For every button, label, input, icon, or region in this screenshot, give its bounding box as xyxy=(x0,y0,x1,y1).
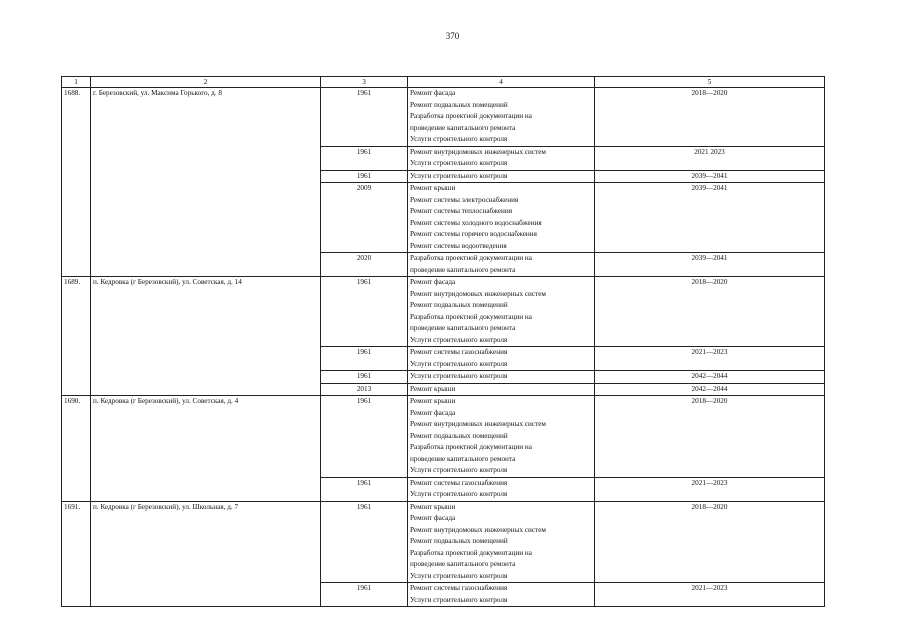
year-cell: 1961 xyxy=(321,371,408,384)
address-cell: п. Кедровка (г Березовский), ул. Школьная, д. 7 xyxy=(91,501,321,607)
works-cell xyxy=(408,383,595,396)
period-cell: 2042—2044 xyxy=(595,371,825,384)
year-cell: 1961 xyxy=(321,477,408,501)
work-item: проведение капитального ремонта xyxy=(410,324,516,332)
period-cell: 2021—2023 xyxy=(595,583,825,607)
work-item: Разработка проектной документации на xyxy=(410,112,532,120)
works-cell xyxy=(408,477,595,501)
work-item: Ремонт системы газоснабжения xyxy=(410,478,508,487)
year-cell: 1961 xyxy=(321,277,408,347)
work-item: Ремонт системы газоснабжения xyxy=(410,584,508,592)
table-row xyxy=(62,501,825,583)
year-cell: 2009 xyxy=(321,183,408,253)
year-cell: 2020 xyxy=(321,253,408,277)
period-cell: 2018—2020 xyxy=(595,501,825,583)
work-item: Разработка проектной документации на xyxy=(410,548,532,557)
work-item: Услуги строительного контроля xyxy=(410,490,508,498)
column-header: 2 xyxy=(91,77,321,88)
address-cell: г. Березовский, ул. Максима Горького, д. 8 xyxy=(91,88,321,277)
period-cell: 2018—2020 xyxy=(595,88,825,147)
year-cell: 1961 xyxy=(321,347,408,371)
period-cell: 2021 2023 xyxy=(595,146,825,170)
works-cell xyxy=(408,277,595,347)
work-item: Ремонт подвальных помещений xyxy=(410,537,508,545)
table-row xyxy=(62,88,825,147)
period-cell: 2039—2041 xyxy=(595,170,825,183)
work-item: Разработка проектной документации на xyxy=(410,443,532,451)
work-item: Услуги строительного контроля xyxy=(410,372,508,380)
work-item: Услуги строительного контроля xyxy=(410,159,508,167)
work-item: Ремонт крыши xyxy=(410,384,456,393)
work-item: Ремонт системы электроснабжения xyxy=(410,195,519,204)
works-cell xyxy=(408,253,595,277)
works-cell xyxy=(408,501,595,583)
table-row xyxy=(62,396,825,478)
work-item: Услуги строительного контроля xyxy=(410,595,508,604)
works-cell xyxy=(408,146,595,170)
works-cell xyxy=(408,396,595,478)
period-cell: 2018—2020 xyxy=(595,396,825,478)
year-cell: 1961 xyxy=(321,583,408,607)
works-cell xyxy=(408,583,595,607)
work-item: Услуги строительного контроля xyxy=(410,571,508,580)
capital-repair-table xyxy=(61,76,825,607)
entry-number-cell: 1689. xyxy=(62,277,91,396)
work-item: Ремонт системы водоотведения xyxy=(410,241,507,250)
table-row xyxy=(62,277,825,347)
period-cell: 2039—2041 xyxy=(595,183,825,253)
work-item: Разработка проектной документации на xyxy=(410,312,532,321)
work-item: Ремонт системы холодного водоснабжения xyxy=(410,218,542,227)
work-item: Ремонт крыши xyxy=(410,502,456,511)
work-item: Ремонт системы теплоснабжения xyxy=(410,207,513,215)
period-cell: 2018—2020 xyxy=(595,277,825,347)
year-cell: 2013 xyxy=(321,383,408,396)
entry-number-cell: 1690. xyxy=(62,396,91,502)
work-item: проведение капитального ремонта xyxy=(410,454,516,463)
work-item: Ремонт фасада xyxy=(410,89,456,97)
column-header: 3 xyxy=(321,77,408,88)
period-cell: 2021—2023 xyxy=(595,477,825,501)
work-item: Услуги строительного контроля xyxy=(410,335,508,344)
column-number-row xyxy=(62,77,825,88)
work-item: Услуги строительного контроля xyxy=(410,359,508,368)
work-item: Ремонт подвальных помещений xyxy=(410,301,508,309)
works-cell xyxy=(408,371,595,384)
entry-number-cell: 1691. xyxy=(62,501,91,607)
work-item: Ремонт крыши xyxy=(410,397,456,405)
work-item: Ремонт внутридомовых инженерных систем xyxy=(410,289,546,298)
work-item: Услуги строительного контроля xyxy=(410,135,508,143)
work-item: Ремонт фасада xyxy=(410,408,456,417)
table-body xyxy=(62,88,825,607)
work-item: Ремонт крыши xyxy=(410,184,456,192)
address-cell: п. Кедровка (г Березовский), ул. Советская, д. 4 xyxy=(91,396,321,502)
column-header: 1 xyxy=(62,77,91,88)
work-item: Ремонт подвальных помещений xyxy=(410,100,508,109)
work-item: проведение капитального ремонта xyxy=(410,265,516,274)
period-cell: 2039—2041 xyxy=(595,253,825,277)
page-number: 370 xyxy=(445,31,460,41)
year-cell: 1961 xyxy=(321,170,408,183)
work-item: Ремонт системы горячего водоснабжения xyxy=(410,230,537,238)
year-cell: 1961 xyxy=(321,146,408,170)
column-header: 5 xyxy=(595,77,825,88)
year-cell: 1961 xyxy=(321,88,408,147)
work-item: Ремонт фасада xyxy=(410,278,456,286)
entry-number-cell: 1688. xyxy=(62,88,91,277)
work-item: Ремонт подвальных помещений xyxy=(410,431,508,440)
works-cell xyxy=(408,170,595,183)
year-cell: 1961 xyxy=(321,501,408,583)
works-cell xyxy=(408,347,595,371)
period-cell: 2021—2023 xyxy=(595,347,825,371)
work-item: проведение капитального ремонта xyxy=(410,560,516,568)
work-item: Ремонт внутридомовых инженерных систем xyxy=(410,420,546,428)
work-item: Ремонт системы газоснабжения xyxy=(410,348,508,356)
work-item: Услуги строительного контроля xyxy=(410,466,508,474)
address-cell: п. Кедровка (г Березовский), ул. Советская, д. 14 xyxy=(91,277,321,396)
work-item: Ремонт внутридомовых инженерных систем xyxy=(410,147,546,156)
year-cell: 1961 xyxy=(321,396,408,478)
works-cell xyxy=(408,183,595,253)
works-cell xyxy=(408,88,595,147)
work-item: Разработка проектной документации на xyxy=(410,254,532,262)
work-item: Ремонт внутридомовых инженерных систем xyxy=(410,525,546,534)
work-item: Ремонт фасада xyxy=(410,514,456,522)
column-header: 4 xyxy=(408,77,595,88)
period-cell: 2042—2044 xyxy=(595,383,825,396)
work-item: проведение капитального ремонта xyxy=(410,123,516,132)
work-item: Услуги строительного контроля xyxy=(410,171,508,180)
